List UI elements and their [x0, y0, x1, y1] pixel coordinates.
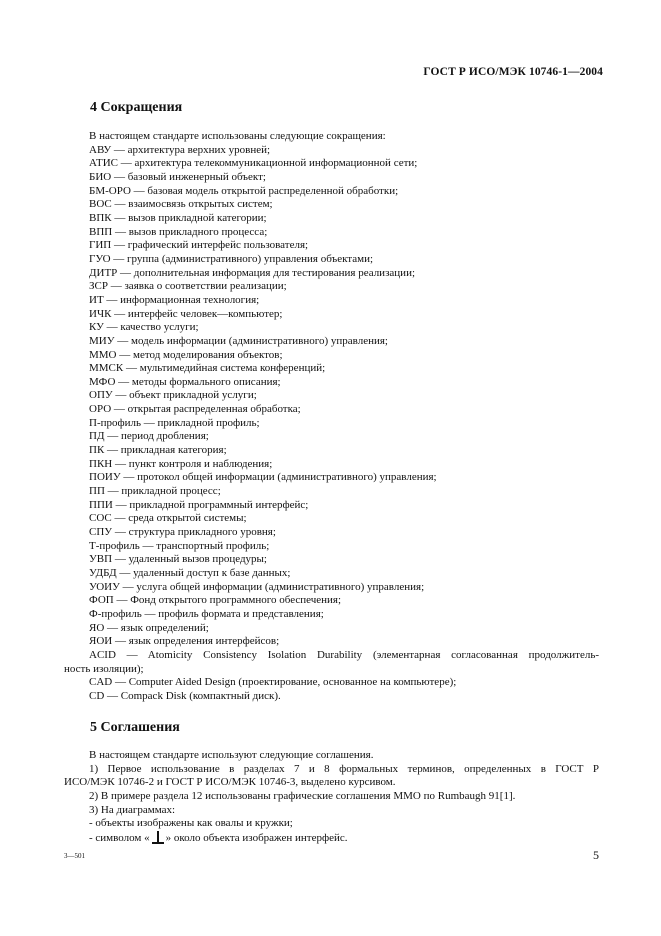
abbreviation-item: ММСК — мультимедийная система конференций; [89, 362, 326, 375]
bullet-2-prefix: - символом « [89, 831, 150, 844]
abbreviation-item: УВП — удаленный вызов процедуры; [89, 553, 267, 566]
abbreviation-item: КУ — качество услуги; [89, 321, 199, 334]
abbreviation-item: ИЧК — интерфейс человек—компьютер; [89, 307, 283, 320]
abbreviation-item: П-профиль — прикладной профиль; [89, 416, 260, 429]
abbreviation-item: БИО — базовый инженерный объект; [89, 170, 266, 183]
bullet-2-suffix: » около объекта изображен интерфейс. [165, 831, 348, 844]
abbreviation-item: СПУ — структура прикладного уровня; [89, 526, 276, 539]
abbreviation-item: Ф-профиль — профиль формата и представления; [89, 607, 324, 620]
abbreviation-item: ГУО — группа (административного) управления объектами; [89, 252, 374, 265]
abbreviation-item: МФО — методы формального описания; [89, 375, 281, 388]
interface-symbol-icon [152, 831, 164, 844]
abbreviation-item: ПК — прикладная категория; [89, 444, 227, 457]
abbreviation-item: МИУ — модель информации (административного) управления; [89, 334, 388, 347]
conventions-text [64, 749, 599, 846]
footer-code: 3—501 [64, 852, 85, 860]
abbreviation-item: ВПП — вызов прикладного процесса; [89, 225, 268, 238]
abbreviation-item-cd: CD — Compack Disk (компактный диск). [89, 689, 281, 702]
convention-bullet-1: - объекты изображены как овалы и кружки; [89, 817, 293, 830]
abbreviation-item: ФОП — Фонд открытого программного обеспечения; [89, 594, 342, 607]
abbreviation-item: ГИП — графический интерфейс пользователя; [89, 239, 309, 252]
abbreviation-item: ММО — метод моделирования объектов; [89, 348, 283, 361]
conventions-intro: В настоящем стандарте используют следующие соглашения. [89, 749, 374, 761]
abbreviation-item: ПОИУ — протокол общей информации (административного) управления; [89, 471, 437, 484]
convention-item-1-cont: ИСО/МЭК 10746-2 и ГОСТ Р ИСО/МЭК 10746-3, выделено курсивом. [64, 776, 396, 789]
abbreviation-item: ДИТР — дополнительная информация для тестирования реализации; [89, 266, 416, 279]
abbreviation-item: ОРО — открытая распределенная обработка; [89, 403, 301, 416]
abbreviation-item: БМ-ОРО — базовая модель открытой распределенной обработки; [89, 184, 399, 197]
abbreviation-item: ПП — прикладной процесс; [89, 485, 221, 498]
abbreviations-intro: В настоящем стандарте использованы следующие сокращения: [89, 130, 386, 142]
abbreviation-item: ВОС — взаимосвязь открытых систем; [89, 198, 273, 211]
abbreviation-item: УОИУ — услуга общей информации (административного) управления; [89, 580, 425, 593]
abbreviation-item: ИТ — информационная технология; [89, 293, 260, 306]
convention-item-2: 2) В примере раздела 12 использованы графические соглашения ММО по Rumbaugh 91[1]. [89, 789, 516, 802]
abbreviation-item: ЯОИ — язык определения интерфейсов; [89, 635, 280, 648]
abbreviation-item: СОС — среда открытой системы; [89, 512, 247, 525]
abbreviation-item-cad: CAD — Computer Aided Design (проектирование, основанное на компьютере); [89, 676, 457, 689]
section-5-title: 5 Соглашения [90, 720, 180, 735]
abbreviation-item: АВУ — архитектура верхних уровней; [89, 143, 271, 156]
abbreviation-item: АТИС — архитектура телекоммуникационной информационной сети; [89, 157, 418, 170]
abbreviations-list [64, 130, 599, 704]
page-header: ГОСТ Р ИСО/МЭК 10746-1—2004 [423, 66, 603, 78]
page-number: 5 [593, 848, 599, 862]
abbreviation-item: УДБД — удаленный доступ к базе данных; [89, 567, 291, 579]
abbreviation-item: ЗСР — заявка о соответствии реализации; [89, 280, 287, 293]
abbreviation-item: Т-профиль — транспортный профиль; [89, 539, 270, 552]
abbreviation-item: ЯО — язык определений; [89, 621, 209, 634]
section-4-title: 4 Сокращения [90, 100, 183, 115]
convention-item-3: 3) На диаграммах: [89, 803, 176, 816]
abbreviation-item: ППИ — прикладной программный интерфейс; [89, 498, 309, 511]
convention-item-1: 1) Первое использование в разделах 7 и 8 формальных терминов, определенных в ГОСТ Р [89, 762, 599, 775]
abbreviation-item-acid-cont: ность изоляции); [64, 662, 144, 675]
abbreviation-item: ПД — период дробления; [89, 430, 209, 443]
abbreviation-item: ВПК — вызов прикладной категории; [89, 211, 267, 224]
convention-bullet-2 [64, 831, 599, 846]
abbreviation-item: ПКН — пункт контроля и наблюдения; [89, 457, 273, 470]
abbreviation-item: ОПУ — объект прикладной услуги; [89, 389, 257, 402]
abbreviation-item-acid: ACID — Atomicity Consistency Isolation Durability (элементарная согласованная продолжитель- [89, 648, 599, 661]
